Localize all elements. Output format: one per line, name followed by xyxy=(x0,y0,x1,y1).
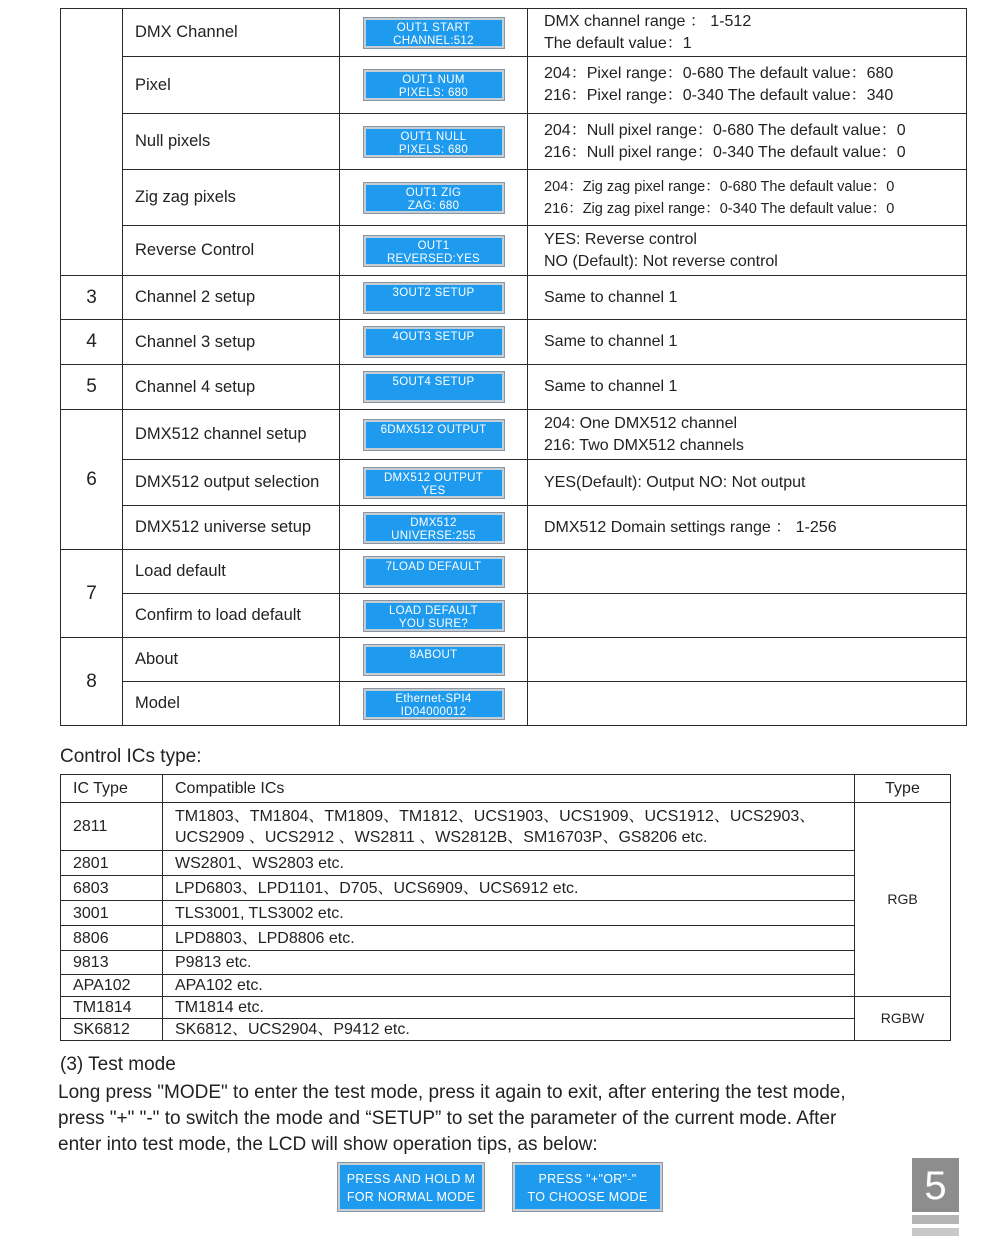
page-number-bar xyxy=(912,1215,959,1224)
description: 204：Null pixel range：0-680 The default value：0 216：Null pixel range：0-340 The default value：0 xyxy=(528,114,967,170)
function-name: Channel 4 setup xyxy=(123,365,340,410)
description: Same to channel 1 xyxy=(528,276,967,320)
table-row xyxy=(61,276,967,320)
ic-type: SK6812 xyxy=(61,1019,163,1041)
table-row xyxy=(61,975,951,997)
ic-type: 2811 xyxy=(61,803,163,851)
compatible-ics: TM1814 etc. xyxy=(163,997,855,1019)
lcd-display: 5OUT4 SETUP xyxy=(364,372,504,402)
table-row xyxy=(61,594,967,638)
description: YES(Default): Output NO: Not output xyxy=(528,460,967,506)
row-number: 5 xyxy=(61,365,123,410)
row-number-cell xyxy=(61,9,123,276)
lcd-display: LOAD DEFAULT YOU SURE? xyxy=(364,601,504,631)
function-name: DMX512 output selection xyxy=(123,460,340,506)
description: 204: One DMX512 channel 216: Two DMX512 channels xyxy=(528,410,967,460)
table-row xyxy=(61,926,951,951)
table-row xyxy=(61,997,951,1019)
column-header: Compatible ICs xyxy=(163,775,855,803)
test-mode-description: Long press "MODE" to enter the test mode, press it again to exit, after entering the test mode, press "+" "-" to switch the mode and “SETUP” to set the parameter of the current mode. After enter into test mode, the LCD will show operation tips, as below: xyxy=(58,1082,846,1155)
table-row xyxy=(61,876,951,901)
function-name: About xyxy=(123,638,340,682)
ic-type: TM1814 xyxy=(61,997,163,1019)
table-row xyxy=(61,951,951,975)
page-number-bar xyxy=(912,1228,959,1236)
table-row xyxy=(61,851,951,876)
compatible-ics: LPD8803、LPD8806 etc. xyxy=(163,926,855,951)
ic-type: 8806 xyxy=(61,926,163,951)
function-name: DMX512 channel setup xyxy=(123,410,340,460)
table-row xyxy=(61,550,967,594)
table-row xyxy=(61,1019,951,1041)
ic-type: 9813 xyxy=(61,951,163,975)
function-name: Null pixels xyxy=(123,114,340,170)
function-name: Load default xyxy=(123,550,340,594)
test-mode-title: (3) Test mode xyxy=(60,1054,176,1075)
column-header: IC Type xyxy=(61,775,163,803)
description: Same to channel 1 xyxy=(528,320,967,365)
table-row xyxy=(61,901,951,926)
column-header: Type xyxy=(855,775,951,803)
function-name: Channel 2 setup xyxy=(123,276,340,320)
lcd-tip-normal-mode: PRESS AND HOLD M FOR NORMAL MODE xyxy=(338,1163,484,1211)
table-row xyxy=(61,638,967,682)
description: YES: Reverse control NO (Default): Not reverse control xyxy=(528,226,967,276)
lcd-tip-choose-mode: PRESS "+"OR"-" TO CHOOSE MODE xyxy=(513,1163,662,1211)
lcd-display: 6DMX512 OUTPUT xyxy=(364,420,504,450)
color-type: RGB xyxy=(855,803,951,997)
compatible-ics: P9813 etc. xyxy=(163,951,855,975)
description: Same to channel 1 xyxy=(528,365,967,410)
description xyxy=(528,594,967,638)
description: DMX channel range ： 1-512 The default value：1 xyxy=(528,9,967,57)
function-name: DMX512 universe setup xyxy=(123,506,340,550)
table-row xyxy=(61,9,967,57)
function-name: Reverse Control xyxy=(123,226,340,276)
lcd-display: OUT1 ZIG ZAG: 680 xyxy=(364,183,504,213)
table-row xyxy=(61,226,967,276)
lcd-display: Ethernet-SPI4 ID04000012 xyxy=(364,689,504,719)
row-number: 3 xyxy=(61,276,123,320)
description: 204：Zig zag pixel range：0-680 The default value：0 216：Zig zag pixel range：0-340 The default value：0 xyxy=(528,170,967,226)
description xyxy=(528,682,967,726)
row-number: 7 xyxy=(61,550,123,638)
lcd-display: 4OUT3 SETUP xyxy=(364,327,504,357)
function-name: Pixel xyxy=(123,57,340,114)
lcd-display: DMX512 OUTPUT YES xyxy=(364,468,504,498)
row-number: 6 xyxy=(61,410,123,550)
table-row xyxy=(61,803,951,851)
description: 204：Pixel range：0-680 The default value：680 216：Pixel range：0-340 The default value：340 xyxy=(528,57,967,114)
table-header-row xyxy=(61,775,951,803)
table-row xyxy=(61,410,967,460)
ic-type: APA102 xyxy=(61,975,163,997)
ic-type: 2801 xyxy=(61,851,163,876)
description xyxy=(528,550,967,594)
ic-type: 6803 xyxy=(61,876,163,901)
lcd-display: OUT1 NUM PIXELS: 680 xyxy=(364,70,504,100)
table-row xyxy=(61,506,967,550)
lcd-display: DMX512 UNIVERSE:255 xyxy=(364,513,504,543)
ic-type-table xyxy=(60,774,951,1041)
color-type: RGBW xyxy=(855,997,951,1041)
compatible-ics: TLS3001, TLS3002 etc. xyxy=(163,901,855,926)
row-number: 8 xyxy=(61,638,123,726)
compatible-ics: APA102 etc. xyxy=(163,975,855,997)
table-row xyxy=(61,114,967,170)
function-name: Model xyxy=(123,682,340,726)
function-name: Zig zag pixels xyxy=(123,170,340,226)
page-number: 5 xyxy=(912,1158,959,1212)
description: DMX512 Domain settings range ： 1-256 xyxy=(528,506,967,550)
compatible-ics: SK6812、UCS2904、P9412 etc. xyxy=(163,1019,855,1041)
lcd-display: 3OUT2 SETUP xyxy=(364,283,504,313)
menu-settings-table xyxy=(60,8,967,726)
function-name: DMX Channel xyxy=(123,9,340,57)
lcd-display: OUT1 NULL PIXELS: 680 xyxy=(364,127,504,157)
table-row xyxy=(61,57,967,114)
function-name: Confirm to load default xyxy=(123,594,340,638)
lcd-display: 8ABOUT xyxy=(364,645,504,675)
ic-section-heading: Control ICs type: xyxy=(60,746,202,767)
table-row xyxy=(61,682,967,726)
lcd-display: 7LOAD DEFAULT xyxy=(364,557,504,587)
lcd-display: OUT1 REVERSED:YES xyxy=(364,236,504,266)
table-row xyxy=(61,320,967,365)
row-number: 4 xyxy=(61,320,123,365)
table-row xyxy=(61,460,967,506)
function-name: Channel 3 setup xyxy=(123,320,340,365)
table-row xyxy=(61,365,967,410)
lcd-display: OUT1 START CHANNEL:512 xyxy=(364,18,504,48)
compatible-ics: TM1803、TM1804、TM1809、TM1812、UCS1903、UCS1909、UCS1912、UCS2903、 UCS2909 、UCS2912 、WS2811 、WS2812B、SM16703P、GS8206 etc. xyxy=(163,803,855,851)
table-row xyxy=(61,170,967,226)
ic-type: 3001 xyxy=(61,901,163,926)
compatible-ics: LPD6803、LPD1101、D705、UCS6909、UCS6912 etc. xyxy=(163,876,855,901)
compatible-ics: WS2801、WS2803 etc. xyxy=(163,851,855,876)
description xyxy=(528,638,967,682)
